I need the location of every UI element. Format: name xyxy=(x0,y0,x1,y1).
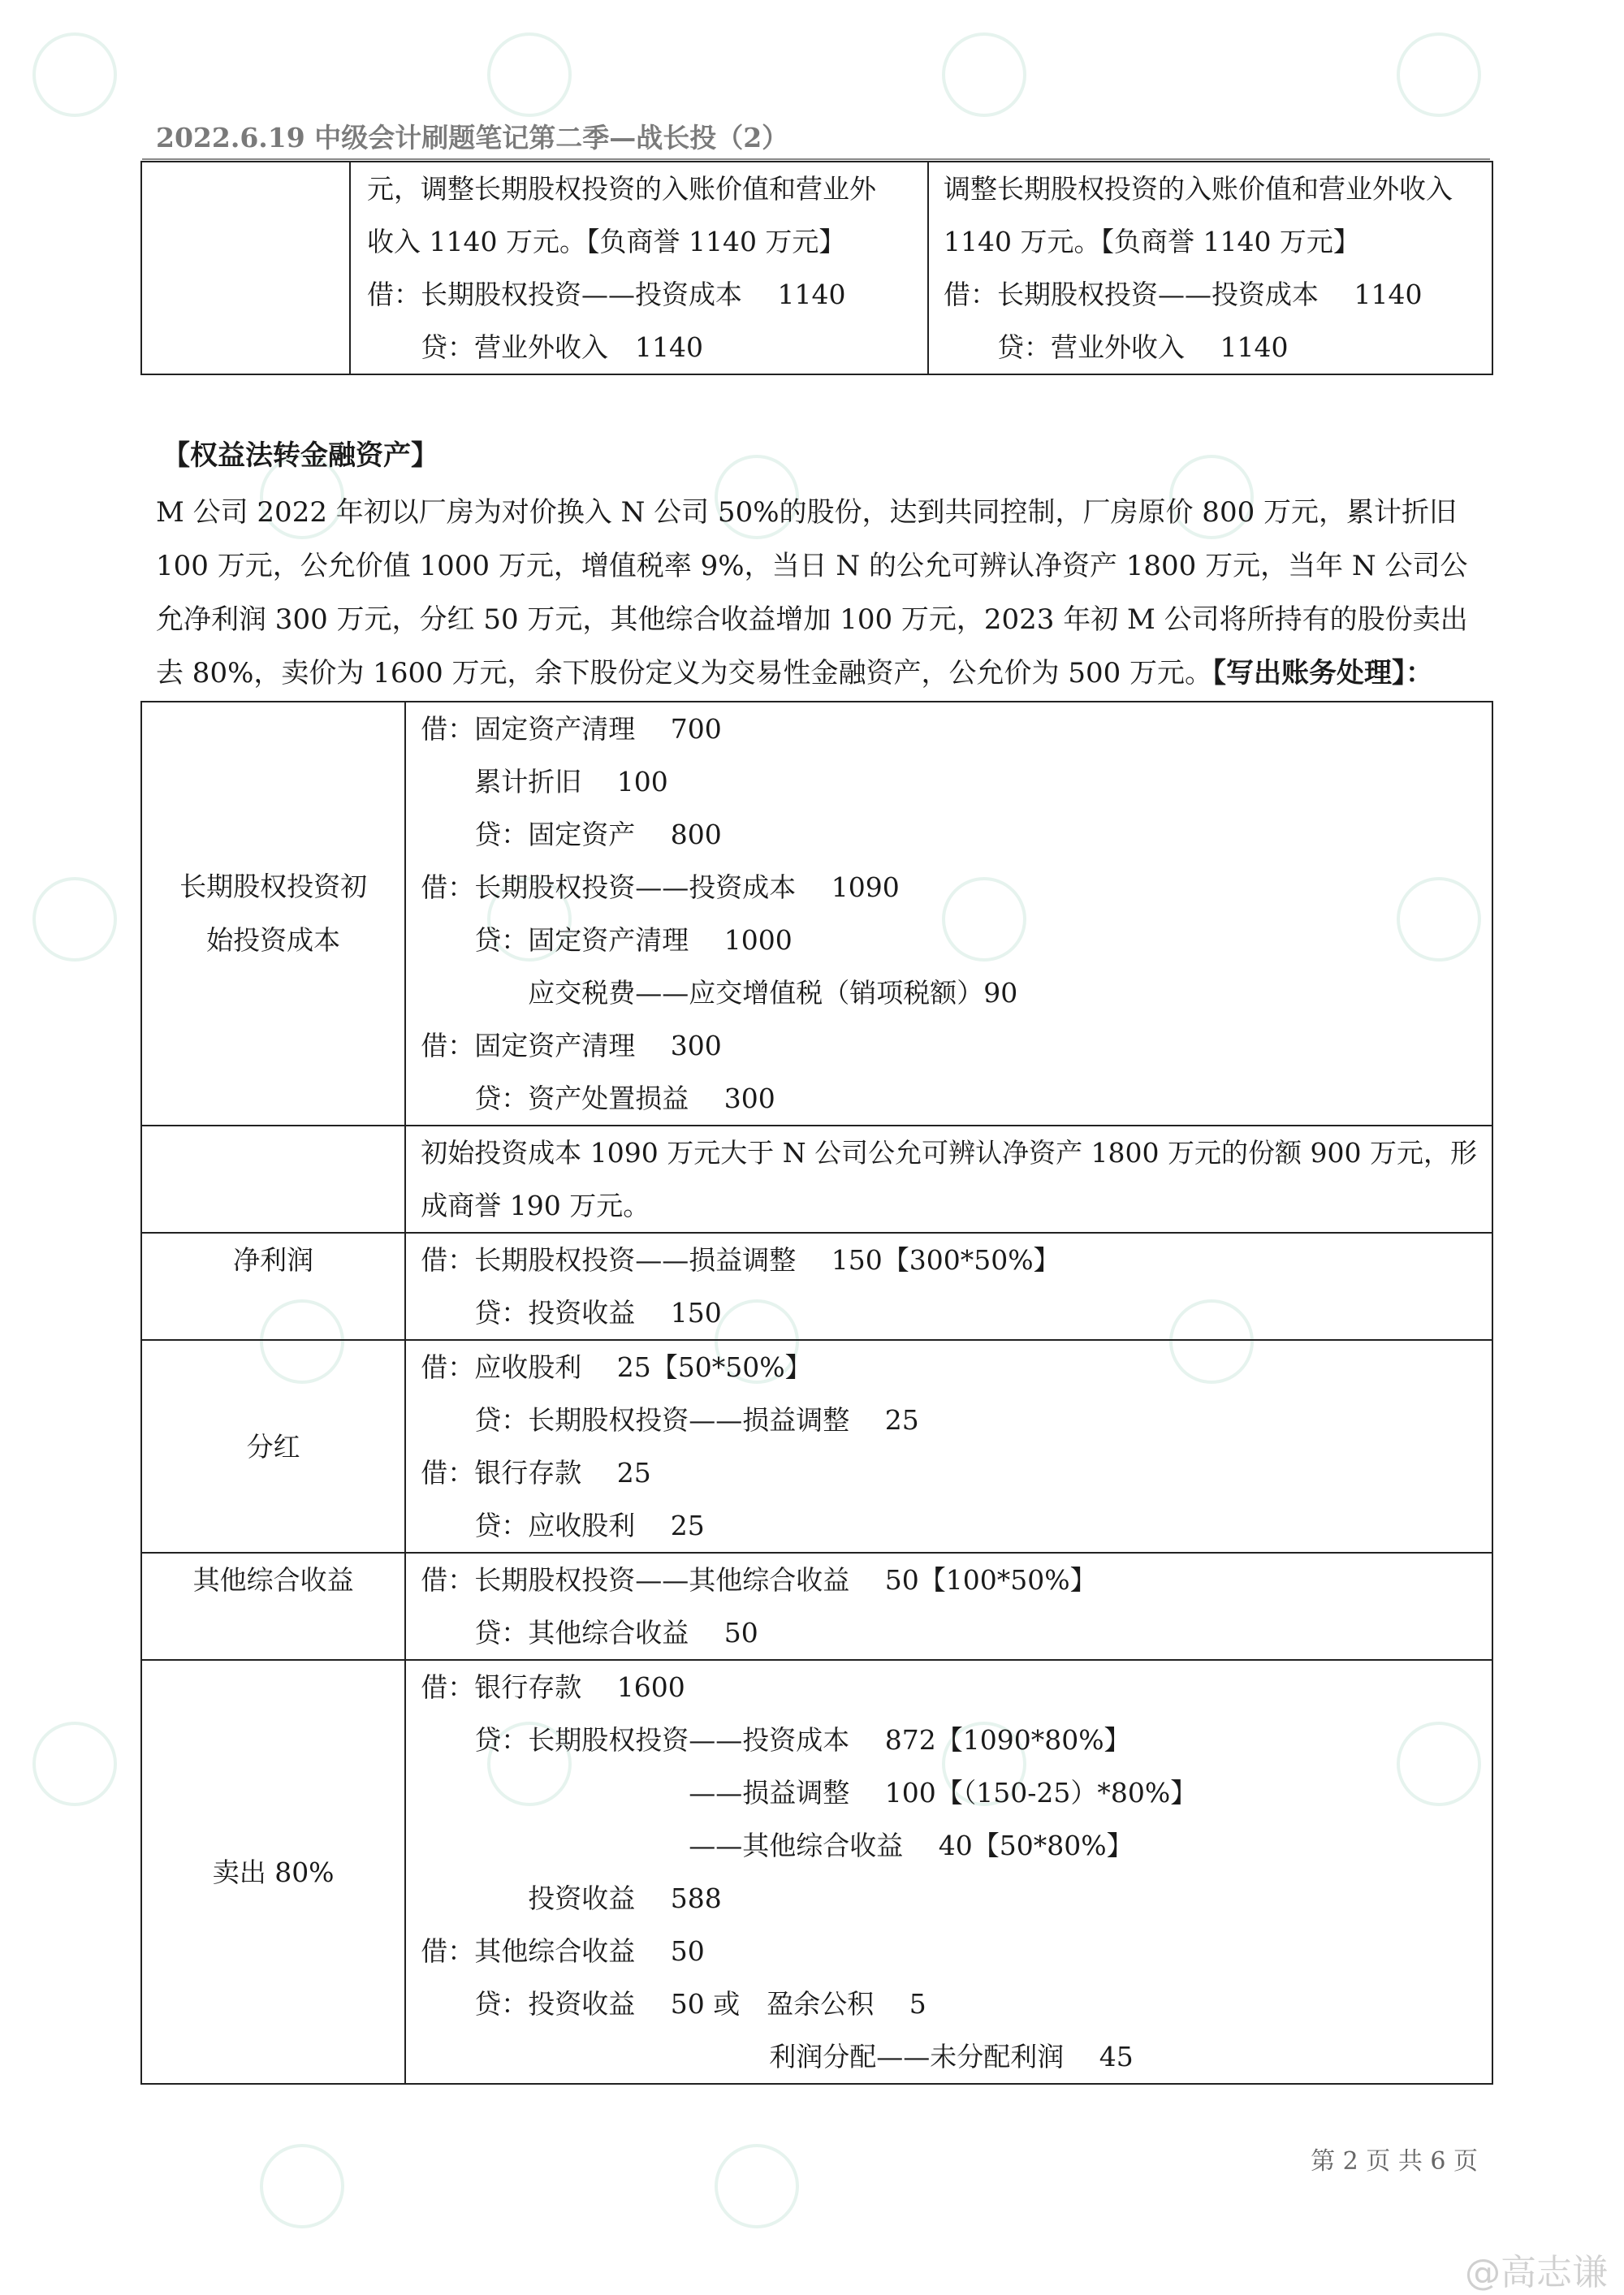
entry-line: 借：长期股权投资——其他综合收益 50【100*50%】 xyxy=(421,1564,1097,1596)
entry-line: 贷：长期股权投资——损益调整 25 xyxy=(421,1404,919,1436)
entry-line: 借：应收股利 25【50*50%】 xyxy=(421,1351,812,1383)
page-header: 2022.6.19 中级会计刷题笔记第二季—战长投（2） xyxy=(156,122,789,153)
table-row xyxy=(141,1126,1492,1233)
entry-line: 初始投资成本 1090 万元大于 N 公司公允可辨认净资产 1800 万元的份额 900 万元，形 xyxy=(421,1137,1477,1169)
top-left-line: 元，调整长期股权投资的入账价值和营业外 xyxy=(367,173,876,205)
row-entries xyxy=(405,1233,1492,1340)
entry-line: 贷：应收股利 25 xyxy=(421,1510,705,1541)
entry-line: 贷：长期股权投资——投资成本 872【1090*80%】 xyxy=(421,1724,1131,1756)
entry-line: 贷：固定资产 800 xyxy=(421,819,722,850)
entry-line: 贷：资产处置损益 300 xyxy=(421,1083,775,1114)
journal-table xyxy=(140,701,1493,2085)
row-label: 净利润 xyxy=(141,1233,405,1340)
top-table xyxy=(140,161,1493,375)
row-label xyxy=(141,1126,405,1233)
top-table-left-cell xyxy=(350,162,928,374)
top-left-line: 收入 1140 万元。【负商誉 1140 万元】 xyxy=(367,226,846,257)
entry-line: 利润分配——未分配利润 45 xyxy=(421,2041,1134,2072)
problem-text: M 公司 2022 年初以厂房为对价换入 N 公司 50%的股份，达到共同控制，厂房原价 800 万元，累计折旧 100 万元，公允价值 1000 万元，增值税率 9%，当日 N 的公允可辨认净资产 1800 万元，当年 N 公司公允净利润 300 万元，分红 50 万元，其他综合收益增加 100 万元，2023 年初 M 公司将所持有的股份卖出去 80%，卖价为 1600 万元，余下股份定义为交易性金融资产，公允价为 500 万元。 xyxy=(156,496,1468,689)
row-entries xyxy=(405,1340,1492,1553)
entry-line: 应交税费——应交增值税（销项税额）90 xyxy=(421,977,1018,1009)
entry-line: ——损益调整 100【（150-25）*80%】 xyxy=(421,1777,1198,1809)
table-row xyxy=(141,1553,1492,1660)
entry-line: ——其他综合收益 40【50*80%】 xyxy=(421,1830,1134,1861)
top-table-empty-cell xyxy=(141,162,350,374)
entry-line: 借：其他综合收益 50 xyxy=(421,1935,705,1967)
section-title: 【权益法转金融资产】 xyxy=(162,439,438,472)
table-row xyxy=(141,1660,1492,2084)
entry-line: 借：长期股权投资——投资成本 1090 xyxy=(421,871,900,903)
row-entries xyxy=(405,702,1492,1126)
watermark-logo-icon xyxy=(1397,32,1481,117)
watermark-logo-icon xyxy=(32,1722,117,1806)
table-row xyxy=(141,1233,1492,1340)
top-right-line: 贷：营业外收入 1140 xyxy=(944,331,1289,363)
row-label: 其他综合收益 xyxy=(141,1553,405,1660)
weibo-watermark: @高志谦 xyxy=(1465,2252,1608,2293)
problem-instruction: 【写出账务处理】： xyxy=(1212,657,1434,689)
row-entries xyxy=(405,1126,1492,1233)
top-right-line: 调整长期股权投资的入账价值和营业外收入 xyxy=(944,173,1453,205)
watermark-logo-icon xyxy=(942,32,1026,117)
entry-line: 借：固定资产清理 700 xyxy=(421,713,722,745)
entry-line: 成商誉 190 万元。 xyxy=(421,1190,650,1221)
top-right-line: 1140 万元。【负商誉 1140 万元】 xyxy=(944,226,1360,257)
page-footer: 第 2 页 共 6 页 xyxy=(1311,2147,1478,2176)
entry-line: 借：长期股权投资——损益调整 150【300*50%】 xyxy=(421,1244,1060,1276)
watermark-logo-icon xyxy=(32,32,117,117)
entry-line: 借：银行存款 1600 xyxy=(421,1671,685,1703)
top-right-line: 借：长期股权投资——投资成本 1140 xyxy=(944,279,1423,310)
entry-line: 贷：其他综合收益 50 xyxy=(421,1617,758,1649)
row-entries xyxy=(405,1660,1492,2084)
top-table-right-cell xyxy=(928,162,1492,374)
watermark-logo-icon xyxy=(32,877,117,962)
watermark-logo-icon xyxy=(260,2144,344,2228)
entry-line: 累计折旧 100 xyxy=(421,766,668,797)
problem-paragraph xyxy=(156,486,1479,700)
watermark-logo-icon xyxy=(715,2144,799,2228)
entry-line: 借：银行存款 25 xyxy=(421,1457,651,1489)
entry-line: 贷：投资收益 150 xyxy=(421,1297,722,1329)
row-entries xyxy=(405,1553,1492,1660)
row-label: 分红 xyxy=(141,1340,405,1553)
header-divider xyxy=(142,158,1490,160)
watermark-logo-icon xyxy=(487,32,572,117)
table-row xyxy=(141,702,1492,1126)
entry-line: 投资收益 588 xyxy=(421,1882,722,1914)
table-row xyxy=(141,1340,1492,1553)
entry-line: 借：固定资产清理 300 xyxy=(421,1030,722,1061)
row-label: 卖出 80% xyxy=(141,1660,405,2084)
row-label: 长期股权投资初始投资成本 xyxy=(141,702,405,1126)
entry-line: 贷：固定资产清理 1000 xyxy=(421,924,793,956)
top-left-line: 借：长期股权投资——投资成本 1140 xyxy=(367,279,846,310)
entry-line: 贷：投资收益 50 或 盈余公积 5 xyxy=(421,1988,926,2020)
top-left-line: 贷：营业外收入 1140 xyxy=(367,331,703,363)
